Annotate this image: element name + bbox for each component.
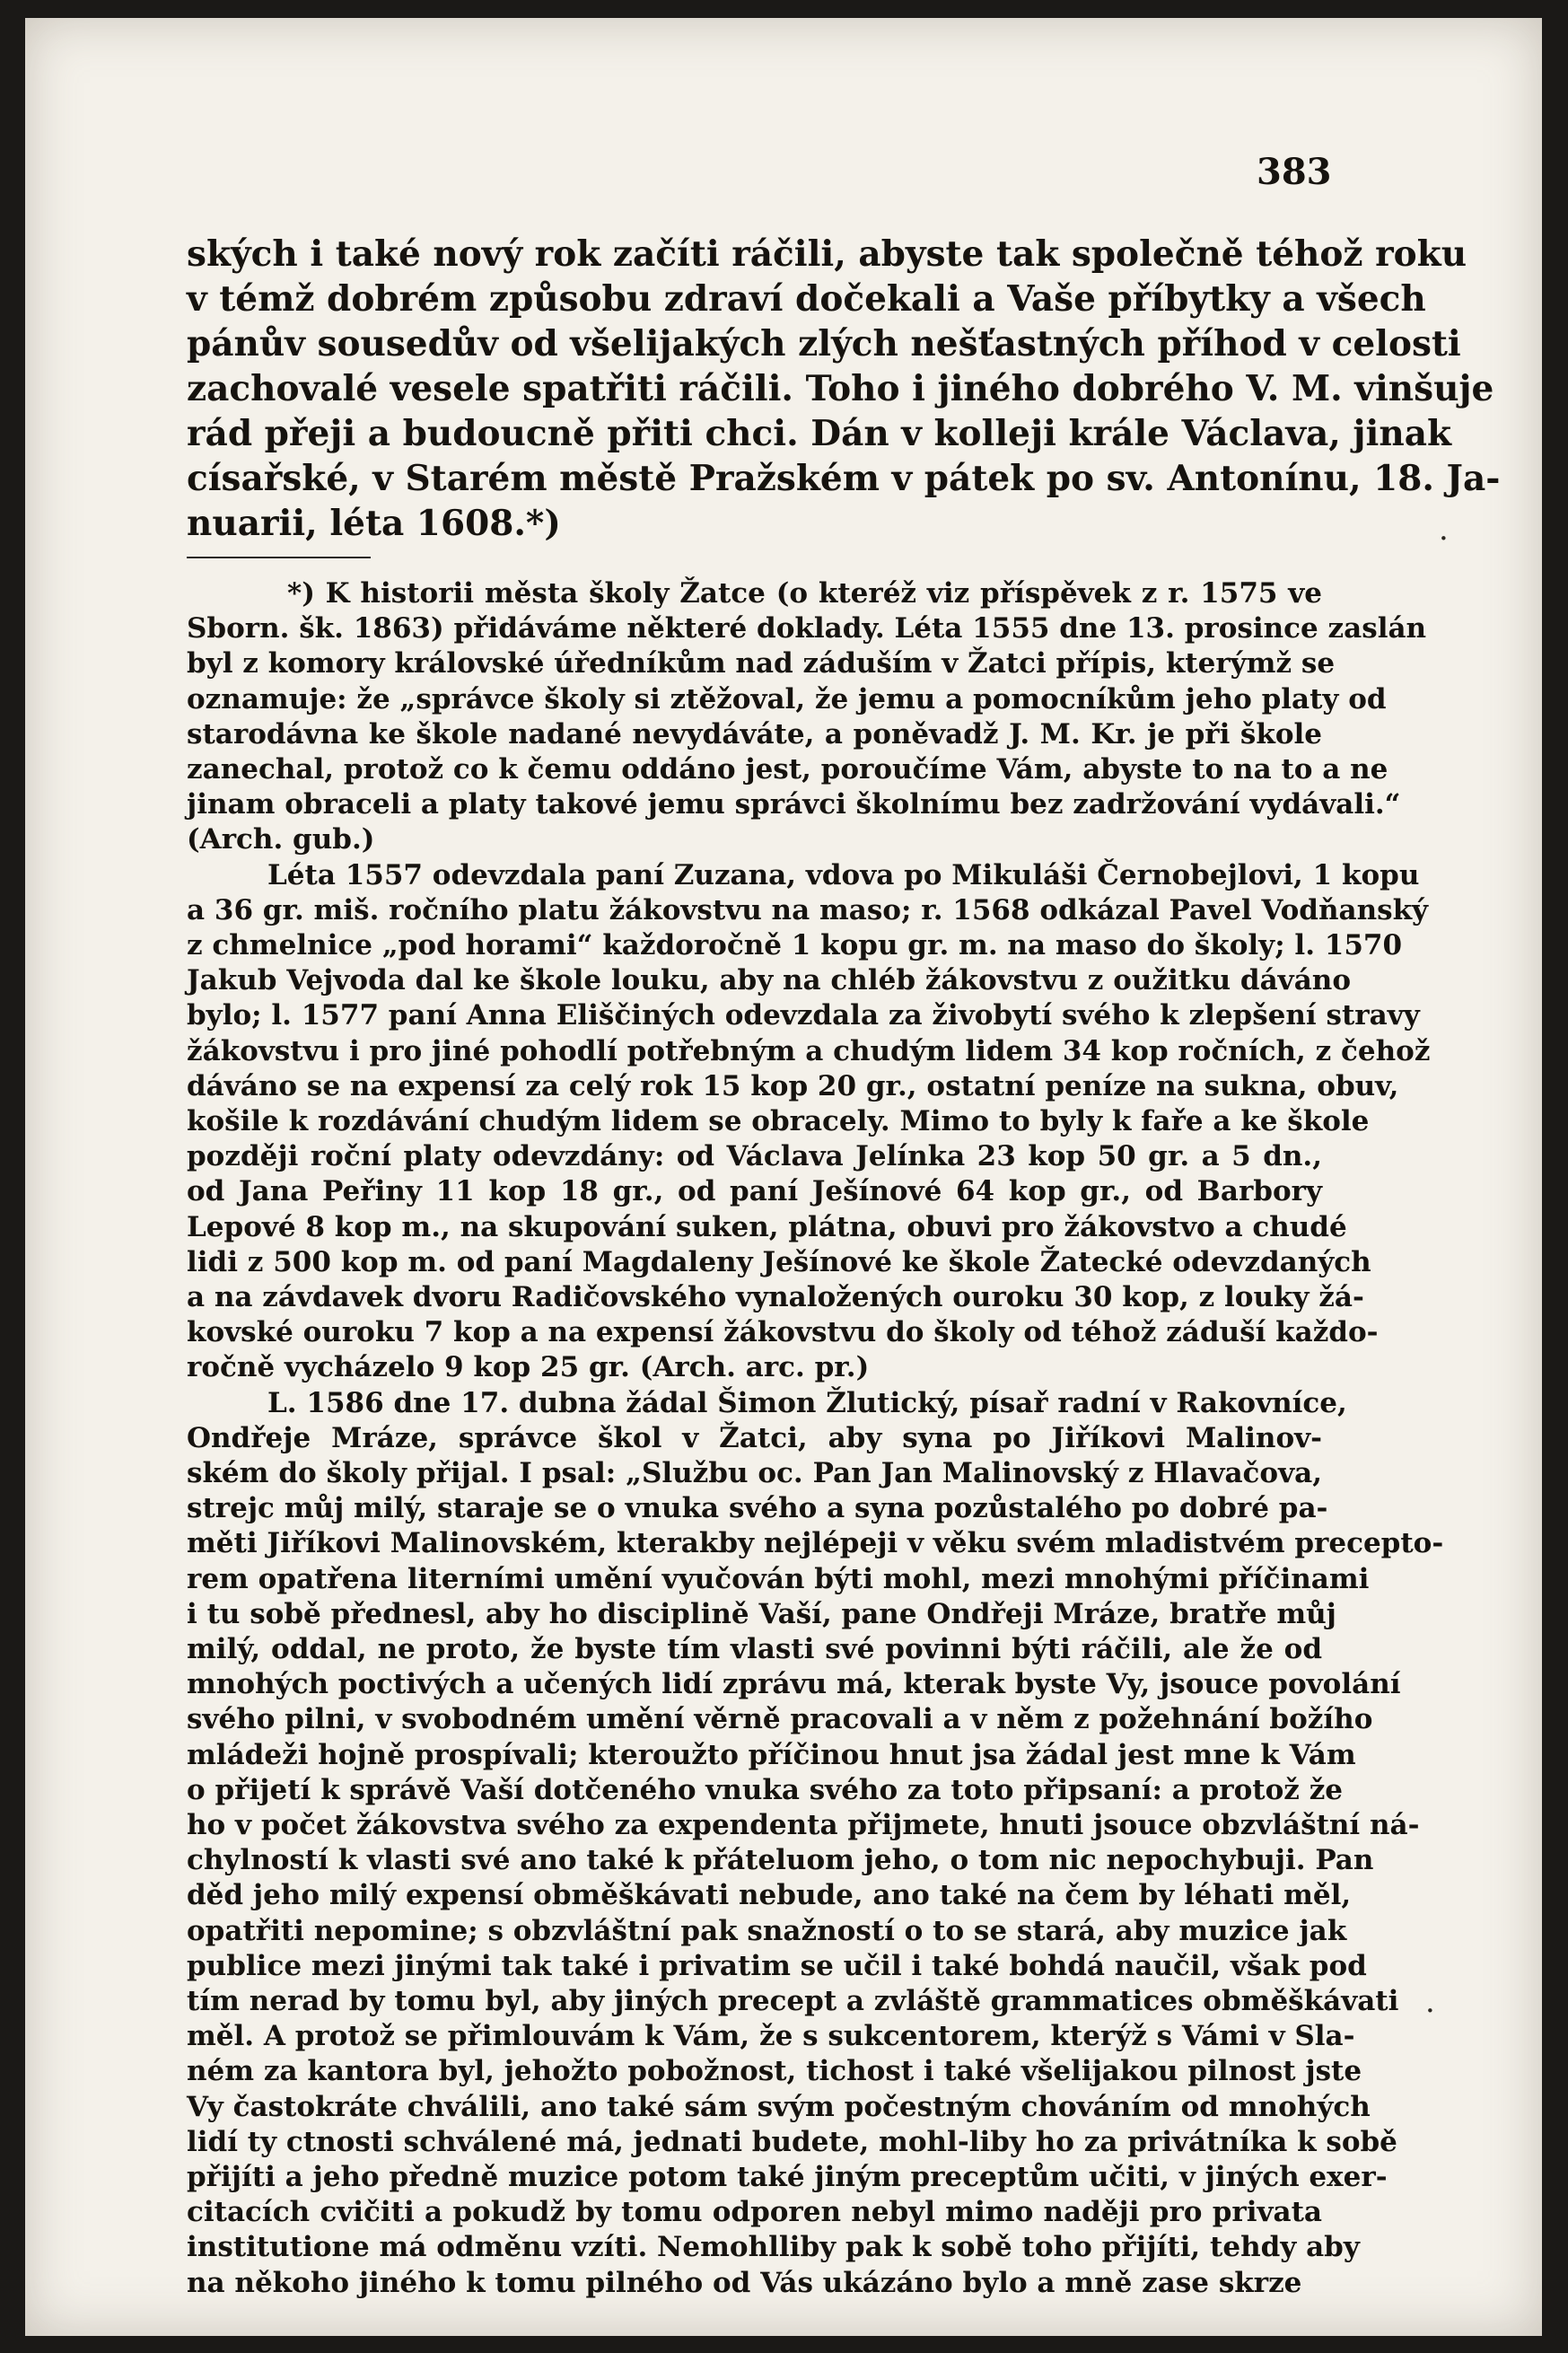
footnote-line: lidi z 500 kop m. od paní Magdaleny Ješínové ke škole Žatecké odevzdaných (187, 1245, 1371, 1278)
book-page (25, 18, 1542, 2336)
text-line: ských i také nový rok začíti ráčili, abyste tak společně téhož roku (187, 233, 1467, 275)
footnote-line: starodávna ke škole nadané nevydáváte, a poněvadž J. M. Kr. je při škole (187, 717, 1322, 751)
text-line: nuarii, léta 1608.*) (187, 503, 561, 544)
footnote-line: později roční platy odevzdány: od Václava Jelínka 23 kop 50 gr. a 5 dn., (187, 1140, 1322, 1173)
footnote-line: i tu sobě přednesl, aby ho disciplině Vaší, pane Ondřeji Mráze, bratře můj (187, 1597, 1336, 1630)
page-number: 383 (1257, 151, 1332, 193)
footnote-line: citacích cvičiti a pokudž by tomu odporen nebyl mimo naději pro privata (187, 2196, 1322, 2229)
footnote-line: byl z komory královské úředníkům nad záduším v Žatci přípis, kterýmž se (187, 647, 1336, 680)
footnote-line: dáváno se na expensí za celý rok 15 kop 20 gr., ostatní peníze na sukna, obuv, (187, 1069, 1399, 1102)
footnote-line: ho v počet žákovstva svého za expendenta přijmete, hnuti jsouce obzvláštní ná- (187, 1809, 1420, 1841)
footnote-line: chylností k vlasti své ano také k přáteluom jeho, o tom nic nepochybuji. Pan (187, 1844, 1374, 1877)
footnote-line: zanechal, protož co k čemu oddáno jest, poroučíme Vám, abyste to na to a ne (187, 753, 1388, 786)
footnote-line: ském do školy přijal. I psal: „Službu oc. Pan Jan Malinovský z Hlavačova, (187, 1457, 1322, 1489)
scan-speck: · (1425, 1993, 1435, 2029)
footnote-line: ročně vycházelo 9 kop 25 gr. (Arch. arc. pr.) (187, 1351, 870, 1384)
footnote-line: kovské ouroku 7 kop a na expensí žákovstvu do školy od téhož záduší každo- (187, 1316, 1379, 1349)
footnote-line: milý, oddal, ne proto, že byste tím vlasti své povinni býti ráčili, ale že od (187, 1633, 1322, 1665)
footnote-line: institutione má odměnu vzíti. Nemohlliby pak k sobě toho přijíti, tehdy aby (187, 2231, 1360, 2264)
footnote-line: děd jeho milý expensí obměškávati nebude, ano také na čem by léhati měl, (187, 1879, 1352, 1912)
footnote-line: svého pilni, v svobodném umění věrně pracovali a v něm z požehnání božího (187, 1703, 1373, 1736)
footnote-line: Lepové 8 kop m., na skupování suken, plátna, obuvi pro žákovstvo a chudé (187, 1210, 1347, 1243)
footnote-line: od Jana Peřiny 11 kop 18 gr., od paní Ješínové 64 kop gr., od Barbory (187, 1175, 1322, 1208)
footnote-line: *) K historii města školy Žatce (o kteréž viz příspěvek z r. 1575 ve (287, 577, 1322, 610)
footnote-line: na někoho jiného k tomu pilného od Vás ukázáno bylo a mně zase skrze (187, 2266, 1302, 2299)
text-line: zachovalé vesele spatřiti ráčili. Toho i jiného dobrého V. M. vinšuje (187, 368, 1494, 409)
footnote-line: ném za kantora byl, jehožto pobožnost, tichost i také všelijakou pilnost jste (187, 2055, 1362, 2088)
footnote-line: mládeži hojně prospívali; kteroužto příčinou hnut jsa žádal jest mne k Vám (187, 1738, 1356, 1771)
text-line: rád přeji a budoucně přiti chci. Dán v kolleji krále Václava, jinak (187, 413, 1451, 454)
scan-speck: · (1439, 521, 1449, 557)
footnote-line: jinam obraceli a platy takové jemu správci školnímu bez zadržování vydávali.“ (187, 788, 1401, 821)
footnote-line: mnohých poctivých a učených lidí zprávu má, kterak byste Vy, jsouce povolání (187, 1668, 1401, 1701)
footnote-line: Vy častokráte chválili, ano také sám svým počestným chováním od mnohých (187, 2090, 1371, 2123)
footnote-line: oznamuje: že „správce školy si ztěžoval, že jemu a pomocníkům jeho platy od (187, 682, 1387, 716)
footnote-rule (187, 557, 371, 558)
footnote-line: přijíti a jeho předně muzice potom také jiným preceptům učiti, v jiných exer- (187, 2161, 1388, 2193)
footnote-line: měti Jiříkovi Malinovském, kterakby nejlépeji v věku svém mladistvém precepto- (187, 1527, 1444, 1560)
footnote-line: bylo; l. 1577 paní Anna Eliščiných odevzdala za živobytí svého k zlepšení stravy (187, 999, 1420, 1032)
footnote-line: a na závdavek dvoru Radičovského vynaložených ouroku 30 kop, z louky žá- (187, 1281, 1364, 1313)
footnote-line: a 36 gr. miš. ročního platu žákovstvu na maso; r. 1568 odkázal Pavel Vodňanský (187, 893, 1429, 926)
text-line: v témž dobrém způsobu zdraví dočekali a Vaše příbytky a všech (187, 278, 1426, 320)
footnote-line: L. 1586 dne 17. dubna žádal Šimon Žlutický, písař radní v Rakovníce, (267, 1386, 1347, 1419)
footnote-line: publice mezi jinými tak také i privatim se učil i také bohdá naučil, však pod (187, 1949, 1367, 1982)
footnote-line: z chmelnice „pod horami“ každoročně 1 kopu gr. m. na maso do školy; l. 1570 (187, 929, 1403, 961)
footnote-line: Ondřeje Mráze, správce škol v Žatci, aby syna po Jiříkovi Malinov- (187, 1421, 1322, 1454)
footnote-line: tím nerad by tomu byl, aby jiných precept a zvláště grammatices obměškávati (187, 1985, 1399, 2017)
footnote-line: (Arch. gub.) (187, 823, 375, 856)
footnote-line: Jakub Vejvoda dal ke škole louku, aby na chléb žákovstvu z oužitku dáváno (187, 964, 1351, 997)
footnote-line: strejc můj milý, staraje se o vnuka svého a syna pozůstalého po dobré pa- (187, 1492, 1328, 1525)
footnote-line: košile k rozdávání chudým lidem se obracely. Mimo to byly k faře a ke škole (187, 1105, 1370, 1137)
text-line: pánův sousedův od všelijakých zlých nešťastných příhod v celosti (187, 323, 1461, 364)
footnote-line: Sborn. šk. 1863) přidáváme některé doklady. Léta 1555 dne 13. prosince zaslán (187, 612, 1427, 645)
text-line: císařské, v Starém městě Pražském v pátek po sv. Antonínu, 18. Ja- (187, 458, 1501, 499)
footnote-line: měl. A protož se přimlouvám k Vám, že s sukcentorem, kterýž s Vámi v Sla- (187, 2020, 1355, 2053)
footnote-line: Léta 1557 odevzdala paní Zuzana, vdova po Mikuláši Černobejlovi, 1 kopu (267, 858, 1420, 891)
footnote-line: o přijetí k správě Vaší dotčeného vnuka svého za toto připsaní: a protož že (187, 1773, 1344, 1806)
footnote-line: opatřiti nepomine; s obzvláštní pak snažností o to se stará, aby muzice jak (187, 1914, 1347, 1947)
footnote-line: žákovstvu i pro jiné pohodlí potřebným a chudým lidem 34 kop ročních, z čehož (187, 1034, 1431, 1067)
footnote-line: rem opatřena literními umění vyučován býti mohl, mezi mnohými příčinami (187, 1562, 1370, 1595)
footnote-line: lidí ty ctnosti schválené má, jednati budete, mohl-liby ho za privátníka k sobě (187, 2125, 1397, 2158)
